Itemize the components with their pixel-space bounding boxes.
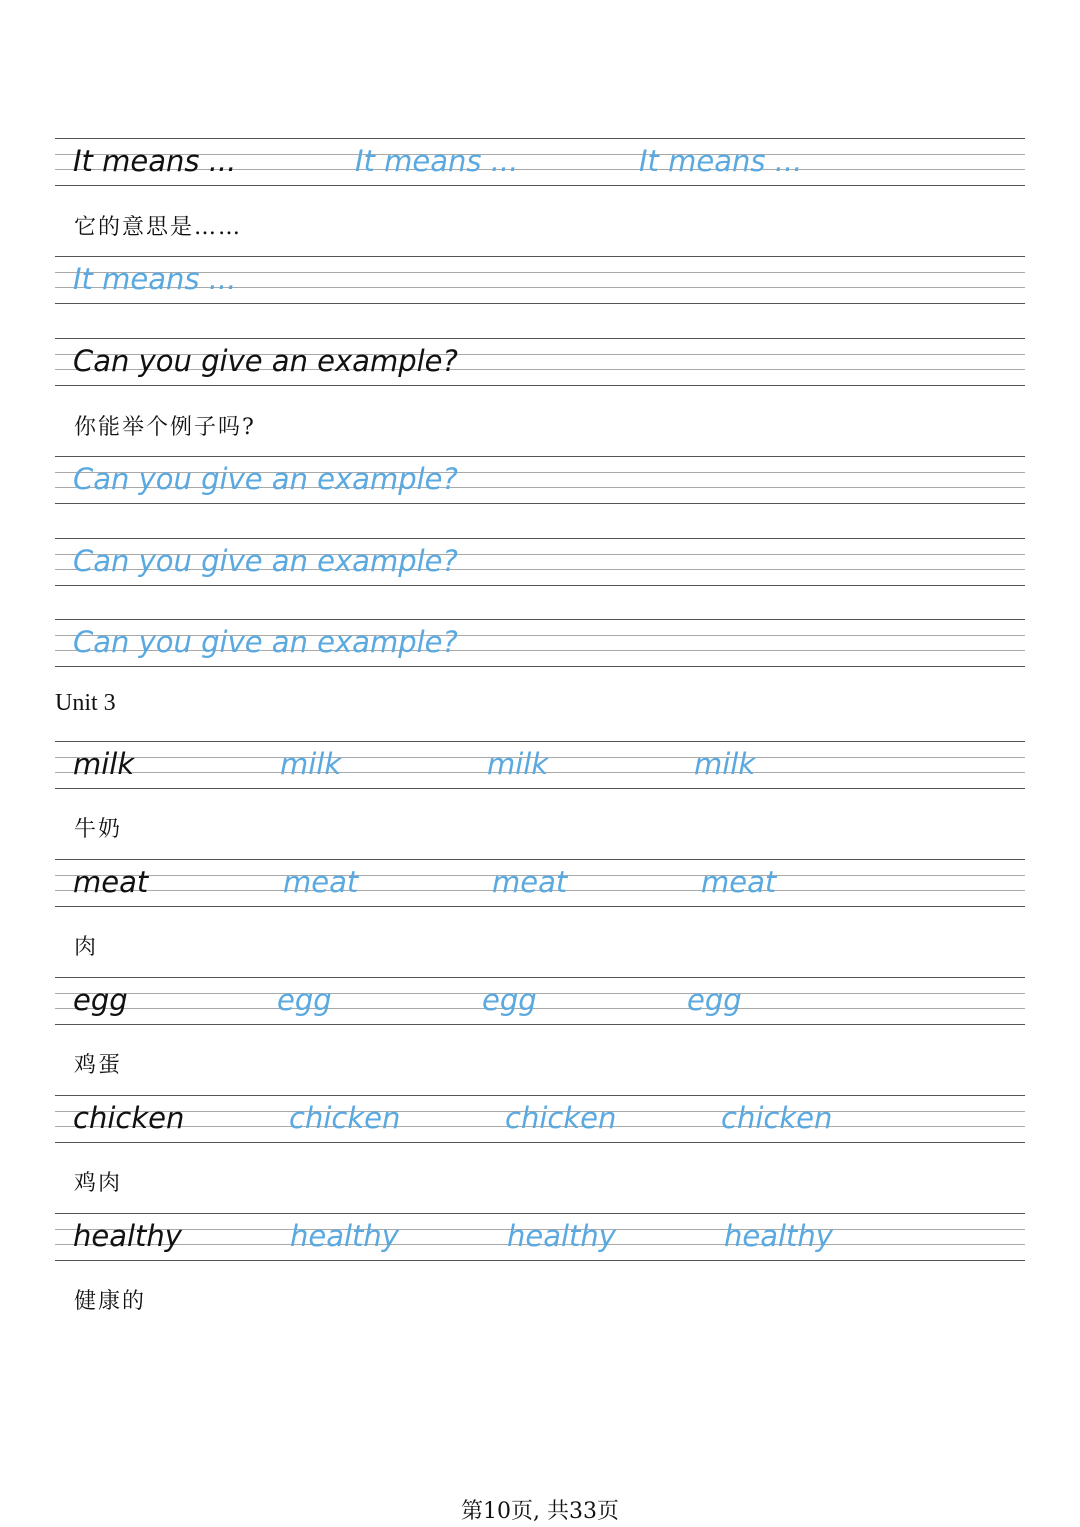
translation: 鸡肉 <box>74 1171 123 1196</box>
vocab-trace: egg <box>687 983 742 1017</box>
phrase-trace: It means ... <box>73 262 237 296</box>
translation: 健康的 <box>74 1289 147 1314</box>
vocab-trace: healthy <box>724 1219 833 1253</box>
practice-line <box>55 256 1025 304</box>
phrase-main: It means ... <box>73 144 237 178</box>
vocab-trace: chicken <box>505 1101 617 1135</box>
translation: 你能举个例子吗? <box>74 415 256 440</box>
vocab-trace: meat <box>283 865 359 899</box>
phrase-trace: It means ... <box>639 144 803 178</box>
vocab-word: egg <box>73 983 128 1017</box>
translation: 肉 <box>74 935 99 960</box>
unit-heading: Unit 3 <box>55 690 116 716</box>
phrase-trace: Can you give an example? <box>73 544 458 578</box>
vocab-trace: meat <box>701 865 777 899</box>
translation: 鸡蛋 <box>74 1053 123 1078</box>
vocab-trace: healthy <box>290 1219 399 1253</box>
vocab-trace: milk <box>487 747 549 781</box>
translation: 牛奶 <box>74 817 123 842</box>
phrase-trace: Can you give an example? <box>73 462 458 496</box>
practice-line <box>55 538 1025 586</box>
vocab-word: healthy <box>73 1219 182 1253</box>
writing-line-example <box>55 338 1025 386</box>
page-number: 第10页, 共33页 <box>461 1499 619 1524</box>
vocab-trace: chicken <box>289 1101 401 1135</box>
vocab-line-chicken <box>55 1095 1025 1143</box>
vocab-line-milk <box>55 741 1025 789</box>
writing-line-it-means <box>55 138 1025 186</box>
practice-line <box>55 619 1025 667</box>
vocab-trace: milk <box>280 747 342 781</box>
vocab-line-meat <box>55 859 1025 907</box>
vocab-line-healthy <box>55 1213 1025 1261</box>
vocab-word: meat <box>73 865 149 899</box>
phrase-main: Can you give an example? <box>73 344 458 378</box>
vocab-trace: egg <box>277 983 332 1017</box>
vocab-trace: chicken <box>721 1101 833 1135</box>
vocab-line-egg <box>55 977 1025 1025</box>
vocab-trace: meat <box>492 865 568 899</box>
phrase-trace: Can you give an example? <box>73 625 458 659</box>
phrase-trace: It means ... <box>355 144 519 178</box>
vocab-trace: milk <box>694 747 756 781</box>
practice-line <box>55 456 1025 504</box>
translation: 它的意思是…… <box>74 215 243 240</box>
vocab-word: chicken <box>73 1101 185 1135</box>
vocab-trace: egg <box>482 983 537 1017</box>
vocab-trace: healthy <box>507 1219 616 1253</box>
vocab-word: milk <box>73 747 135 781</box>
